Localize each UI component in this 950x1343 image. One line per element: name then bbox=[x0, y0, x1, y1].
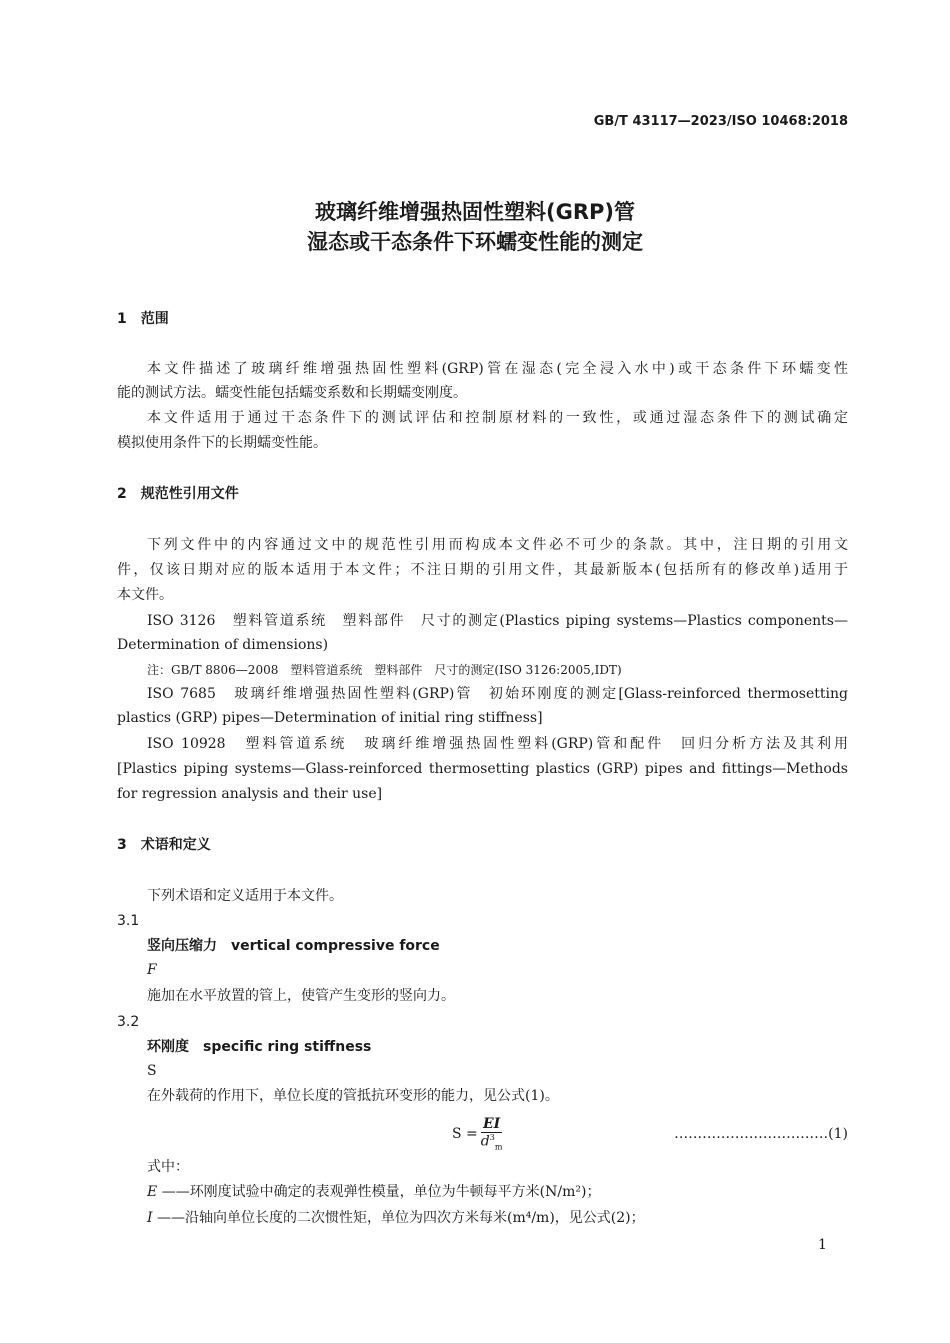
reference-line: for regression analysis and their use] bbox=[117, 786, 383, 802]
formula-sub: m bbox=[494, 1142, 503, 1152]
term-name: 竖向压缩力 vertical compressive force bbox=[147, 938, 440, 954]
reference-iso-7685: ISO 7685 玻璃纤维增强热固性塑料(GRP)管 初始环刚度的测定[Glass-reinforced thermosetting bbox=[147, 686, 848, 702]
reference-iso-10928: ISO 10928 塑料管道系统 玻璃纤维增强热固性塑料(GRP)管和配件 回归分析方法及其利用 bbox=[147, 736, 848, 752]
term-name: 环刚度 specific ring stiffness bbox=[147, 1039, 372, 1055]
standard-number: GB/T 43117—2023/ISO 10468:2018 bbox=[593, 114, 848, 129]
paragraph-line: 能的测试方法。蠕变性能包括蠕变系数和长期蠕变刚度。 bbox=[117, 385, 467, 401]
variable-symbol: I bbox=[147, 1210, 153, 1226]
formula-numerator: EI bbox=[482, 1116, 501, 1132]
paragraph-line: 本文件。 bbox=[117, 587, 173, 603]
formula-lhs: S = bbox=[452, 1125, 478, 1142]
title-line-1: 玻璃纤维增强热固性塑料(GRP)管 bbox=[315, 200, 635, 224]
term-symbol: S bbox=[147, 1063, 157, 1079]
paragraph-line: 件，仅该日期对应的版本适用于本文件；不注日期的引用文件，其最新版本(包括所有的修改单)适用于 bbox=[117, 562, 848, 578]
equation-number: ……………………………(1) bbox=[674, 1126, 848, 1142]
term-definition: 在外载荷的作用下，单位长度的管抵抗环变形的能力，见公式(1)。 bbox=[147, 1088, 559, 1104]
reference-line: Determination of dimensions) bbox=[117, 637, 329, 653]
formula-sup: 3 bbox=[489, 1133, 495, 1142]
variable-description: ——环刚度试验中确定的表观弹性模量，单位为牛顿每平方米(N/m²)； bbox=[161, 1184, 601, 1200]
term-number: 3.1 bbox=[117, 913, 140, 929]
reference-line: [Plastics piping systems—Glass-reinforced thermosetting plastics (GRP) pipes and fittings—Methods bbox=[117, 761, 848, 777]
page-number: 1 bbox=[818, 1237, 827, 1253]
title-line-2: 湿态或干态条件下环蠕变性能的测定 bbox=[307, 230, 643, 254]
section-1-heading: 1 范围 bbox=[117, 311, 169, 327]
paragraph-line: 下列术语和定义适用于本文件。 bbox=[147, 888, 343, 904]
term-symbol: F bbox=[147, 962, 157, 978]
paragraph-line: 本文件描述了玻璃纤维增强热固性塑料(GRP)管在湿态(完全浸入水中)或干态条件下环蠕变性 bbox=[147, 361, 848, 377]
paragraph-line: 模拟使用条件下的长期蠕变性能。 bbox=[117, 435, 327, 451]
reference-note: 注：GB/T 8806—2008 塑料管道系统 塑料部件 尺寸的测定(ISO 3126:2005,IDT) bbox=[147, 663, 622, 677]
section-2-heading: 2 规范性引用文件 bbox=[117, 486, 239, 502]
reference-iso-3126: ISO 3126 塑料管道系统 塑料部件 尺寸的测定(Plastics piping systems—Plastics components— bbox=[147, 613, 848, 629]
reference-line: plastics (GRP) pipes—Determination of initial ring stiffness] bbox=[117, 710, 543, 726]
variable-description: ——沿轴向单位长度的二次惯性矩，单位为四次方米每米(m⁴/m)，见公式(2)； bbox=[156, 1210, 645, 1226]
paragraph-line: 本文件适用于通过干态条件下的测试评估和控制原材料的一致性，或通过湿态条件下的测试确定 bbox=[147, 410, 848, 426]
term-number: 3.2 bbox=[117, 1014, 140, 1030]
term-definition: 施加在水平放置的管上，使管产生变形的竖向力。 bbox=[147, 988, 455, 1004]
variable-symbol: E bbox=[147, 1184, 158, 1200]
where-label: 式中： bbox=[147, 1159, 189, 1175]
formula-denominator: d bbox=[480, 1133, 490, 1150]
formula-1 bbox=[452, 1116, 502, 1151]
paragraph-line: 下列文件中的内容通过文中的规范性引用而构成本文件必不可少的条款。其中，注日期的引用文 bbox=[147, 537, 848, 553]
section-3-heading: 3 术语和定义 bbox=[117, 837, 211, 853]
